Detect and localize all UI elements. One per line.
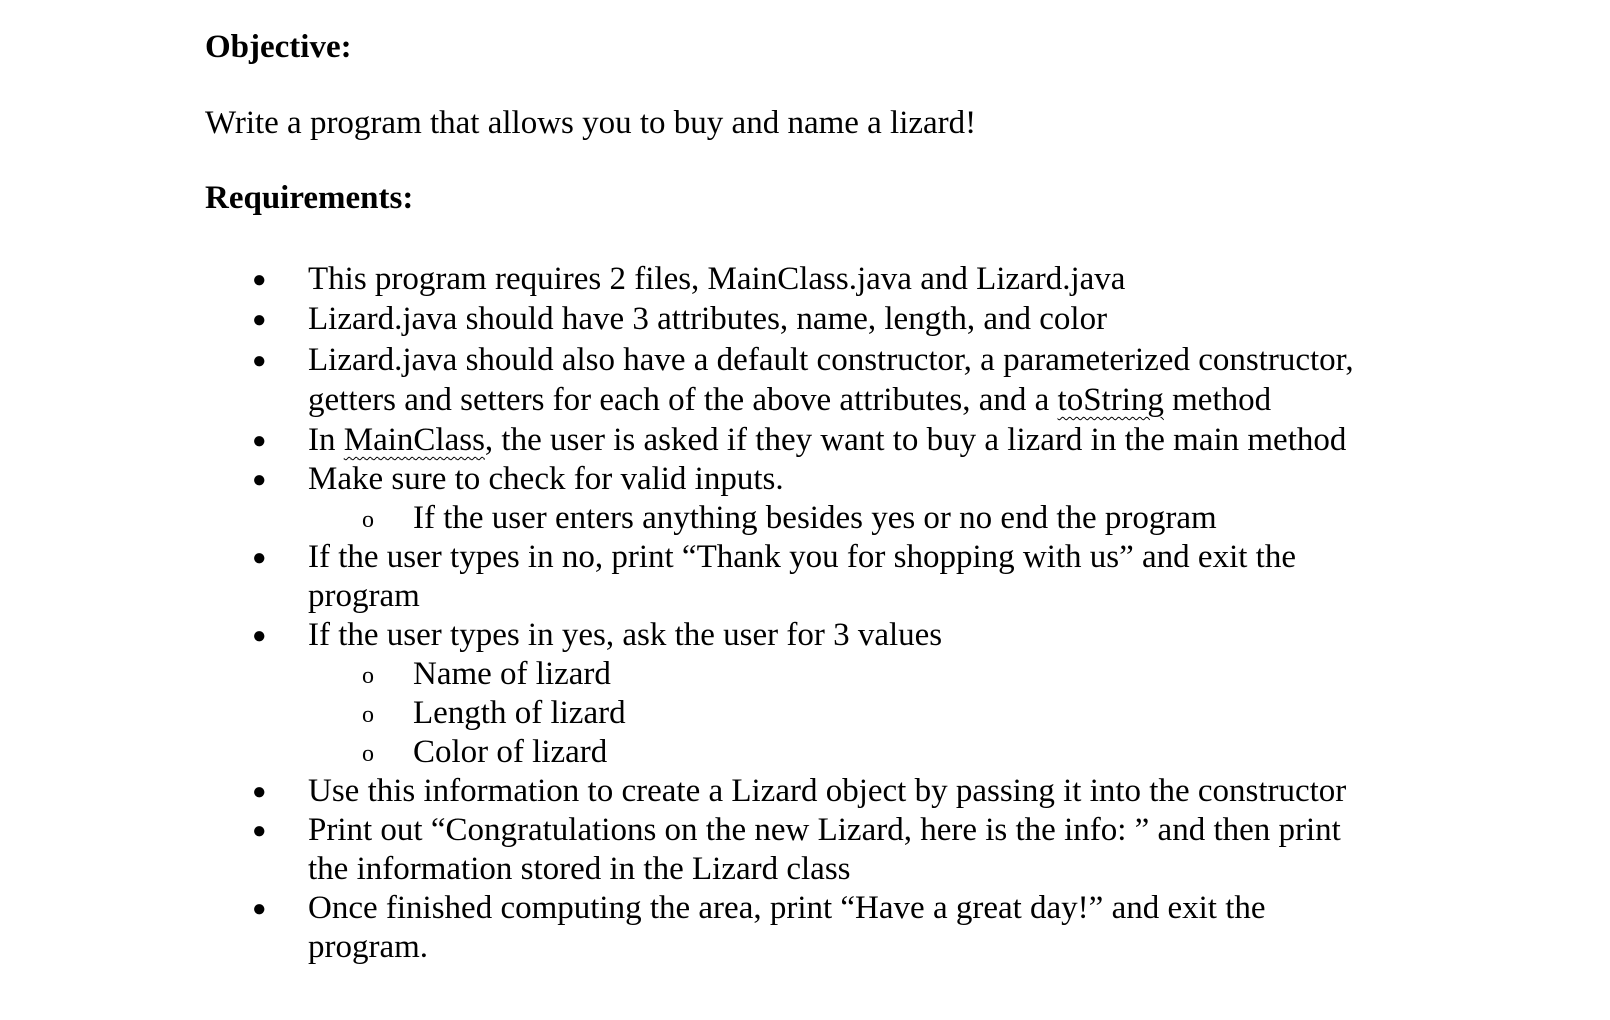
list-item-line: Once finished computing the area, print “Have a great day!” and exit the [308, 890, 1266, 926]
sub-list-item: Name of lizard [413, 656, 611, 692]
list-item [308, 420, 1346, 460]
bullet-icon: ● [252, 896, 267, 922]
list-item-line: the information stored in the Lizard class [308, 851, 851, 887]
sub-bullet-icon: o [362, 507, 374, 533]
list-item-line: program [308, 578, 420, 614]
sub-bullet-icon: o [362, 702, 374, 728]
bullet-icon: ● [252, 267, 267, 293]
spellcheck-word: MainClass [343, 422, 485, 458]
list-item-line: Print out “Congratulations on the new Lizard, here is the info: ” and then print [308, 812, 1341, 848]
sub-list-item: Length of lizard [413, 695, 626, 731]
text-segment: getters and setters for each of the above attributes, and a [308, 382, 1058, 418]
list-item: Use this information to create a Lizard object by passing it into the constructor [308, 773, 1347, 809]
bullet-icon: ● [252, 779, 267, 805]
list-item-line [308, 380, 1271, 420]
text-segment: , the user is asked if they want to buy a lizard in the main method [484, 422, 1347, 458]
list-item: Lizard.java should have 3 attributes, name, length, and color [308, 301, 1108, 337]
list-item-line: Lizard.java should also have a default constructor, a parameterized constructor, [308, 342, 1354, 378]
bullet-icon: ● [252, 818, 267, 844]
bullet-icon: ● [252, 307, 267, 333]
sub-list-item: If the user enters anything besides yes or no end the program [413, 500, 1217, 536]
sub-list-item: Color of lizard [413, 734, 608, 770]
sub-bullet-icon: o [362, 663, 374, 689]
requirements-heading: Requirements: [205, 180, 414, 216]
spellcheck-word: toString [1057, 382, 1164, 418]
list-item: Make sure to check for valid inputs. [308, 461, 784, 497]
bullet-icon: ● [252, 545, 267, 571]
objective-heading: Objective: [205, 29, 352, 65]
list-item: If the user types in yes, ask the user for 3 values [308, 617, 943, 653]
list-item-line: If the user types in no, print “Thank you for shopping with us” and exit the [308, 539, 1296, 575]
list-item: This program requires 2 files, MainClass.java and Lizard.java [308, 261, 1126, 297]
objective-text: Write a program that allows you to buy and name a lizard! [205, 105, 977, 141]
list-item-line: program. [308, 929, 429, 965]
bullet-icon: ● [252, 428, 267, 454]
sub-bullet-icon: o [362, 741, 374, 767]
bullet-icon: ● [252, 348, 267, 374]
text-segment: method [1163, 382, 1272, 418]
text-segment: In [308, 422, 344, 458]
bullet-icon: ● [252, 467, 267, 493]
bullet-icon: ● [252, 623, 267, 649]
